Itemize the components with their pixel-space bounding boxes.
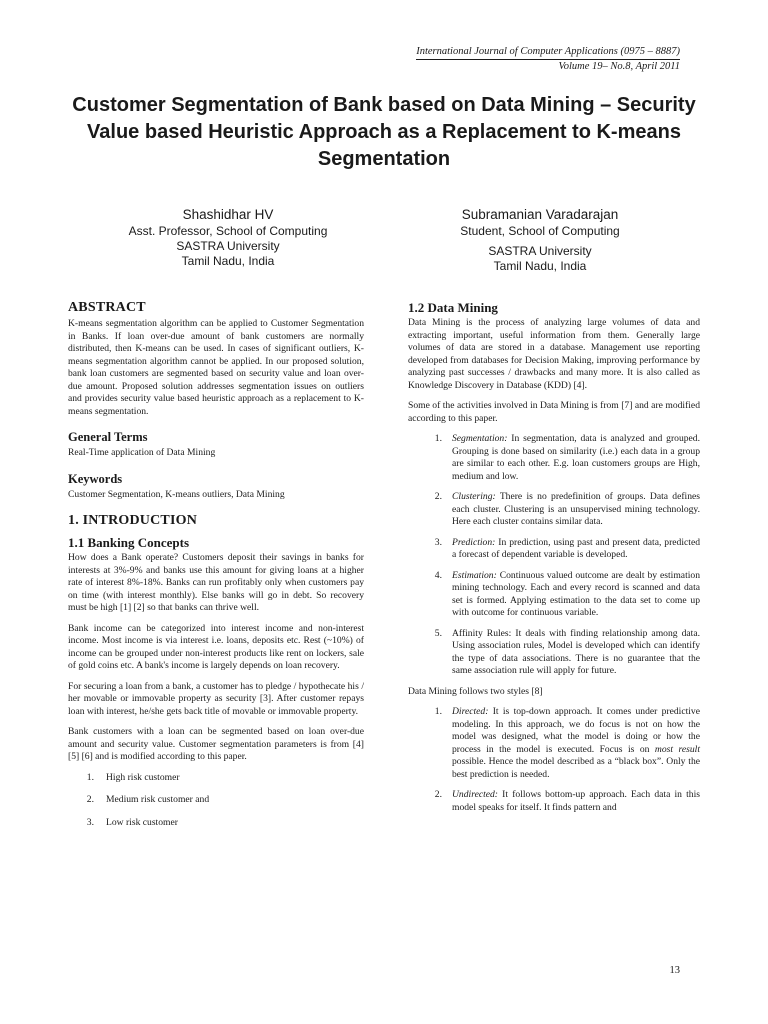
risk-list (68, 772, 364, 830)
activities-list (408, 433, 700, 678)
journal-name: International Journal of Computer Applications (0975 – 8887) (416, 45, 680, 60)
author-name: Shashidhar HV (182, 207, 274, 222)
keywords-heading: Keywords (68, 471, 123, 486)
banking-paragraph-1: How does a Bank operate? Customers deposit their savings in banks for interests at 3%-9% and banks use this amount for giving loans at a higher rate of interest 8%-18%. Banks can run profitably only when customers pay on time (with interest monthly). Else banks will go in debt. So recovery must be high [1] [2] so that banks can thrive well. (68, 552, 364, 613)
right-column (408, 300, 700, 822)
list-item: 2. Undirected: It follows bottom-up approach. Each data in this model speaks for itself. It finds pattern and (434, 789, 700, 813)
author-location: Tamil Nadu, India (493, 259, 587, 273)
list-item: 2. Clustering: There is no predefinition of groups. Data defines each cluster. Clustering is an unsupervised mining technology. Here each cluster contains similar data. (434, 491, 700, 527)
data-mining-paragraph-2: Some of the activities involved in Data Mining is from [7] and are modified according to this paper. (408, 400, 700, 424)
banking-concepts-heading: 1.1 Banking Concepts (68, 535, 189, 550)
author-university: SASTRA University (176, 239, 280, 253)
introduction-heading: 1. INTRODUCTION (68, 513, 198, 528)
list-item: 4. Estimation: Continuous valued outcome are dealt by estimation mining technology. Each and every record is scanned and data set is formed. Applying estimation to the data set to come up with outcome for continuous variable. (434, 569, 700, 618)
journal-header (360, 45, 680, 73)
left-column (68, 300, 364, 839)
list-item: 3. Low risk customer (86, 816, 178, 828)
abstract-heading: ABSTRACT (68, 300, 146, 315)
list-item: 2. Medium risk customer and (86, 794, 210, 805)
page-number: 13 (669, 965, 680, 976)
abstract-text: K-means segmentation algorithm can be applied to Customer Segmentation in Banks. If loan over-due amount of bank customers are normally distributed, then K-means can be used. In cases of significant outliers, K-means segmentation algorithm cannot be applied. In our proposed solution, bank loan customers are segmented based on security value and loan over-due amount. Proposed solution addresses segmentation issues on outliers and provides security value based heuristic approach as a replacement to K-means segmentation. (68, 318, 364, 417)
data-mining-paragraph-1: Data Mining is the process of analyzing large volumes of data and extracting important, useful information from them. Generally large volumes of data are stored in a database. Management use reporting developed from databases for Decision Making, improving performance by analyzing past successes / drawbacks and many more. It is also called as Knowledge Discovery in Database (KDD) [4]. (408, 317, 700, 391)
author-affiliation: Student, School of Computing (460, 224, 620, 238)
list-item: 1. High risk customer (86, 771, 180, 783)
author-location: Tamil Nadu, India (181, 254, 275, 268)
author-block-2 (430, 206, 650, 274)
data-mining-heading: 1.2 Data Mining (408, 300, 498, 315)
banking-paragraph-4: Bank customers with a loan can be segmented based on loan over-due amount and security value. Customer segmentation parameters is from [4] [5] [6] and is modified according to this paper. (68, 726, 364, 762)
styles-list (408, 706, 700, 814)
list-item: 3. Prediction: In prediction, using past and present data, predicted a forecast of dependent variable is developed. (434, 536, 700, 560)
paper-title: Customer Segmentation of Bank based on Data Mining – Security Value based Heuristic Approach as a Replacement to K-means Segmentation (72, 94, 696, 170)
banking-paragraph-3: For securing a loan from a bank, a customer has to pledge / hypothecate his / her movable or immovable property as security [3]. After customer repays loan with interest, he/she gets back title of movable or immovable property. (68, 680, 364, 717)
banking-paragraph-2: Bank income can be categorized into interest income and non-interest income. Most income is via interest i.e. loans, deposits etc. Rest (~10%) of income can be grouped under non-interest products like rent on lockers, sale of gold coins etc. A bank's income is largely depends on loan recovery. (68, 622, 364, 671)
journal-volume: Volume 19– No.8, April 2011 (558, 61, 680, 72)
author-university: SASTRA University (488, 244, 592, 258)
author-name: Subramanian Varadarajan (461, 207, 619, 222)
author-affiliation: Asst. Professor, School of Computing (128, 224, 328, 238)
keywords-text: Customer Segmentation, K-means outliers, Data Mining (68, 488, 285, 500)
list-item: 1. Segmentation: In segmentation, data is analyzed and grouped. Grouping is done based on similarity (i.e.) each data in a group are similar to each other. E.g. loan customers groups are High, medium and low. (434, 433, 700, 482)
author-block-1 (118, 206, 338, 269)
general-terms-text: Real-Time application of Data Mining (68, 447, 216, 458)
styles-intro: Data Mining follows two styles [8] (408, 685, 543, 697)
list-item: 5. Affinity Rules: It deals with finding relationship among data. Using association rules, Model is developed which can identify the type of data associations. There is no guarantee that the same association rule will apply for future. (434, 627, 701, 676)
list-item: 1. Directed: It is top-down approach. It comes under predictive modeling. In this approach, we do focus is not on how the model was designed, what the model is doing or how the process in the model is executed. Focus is on most result possible. Hence the model described as a “black box”. Only the best prediction is needed. (434, 706, 700, 780)
general-terms-heading: General Terms (68, 430, 148, 444)
